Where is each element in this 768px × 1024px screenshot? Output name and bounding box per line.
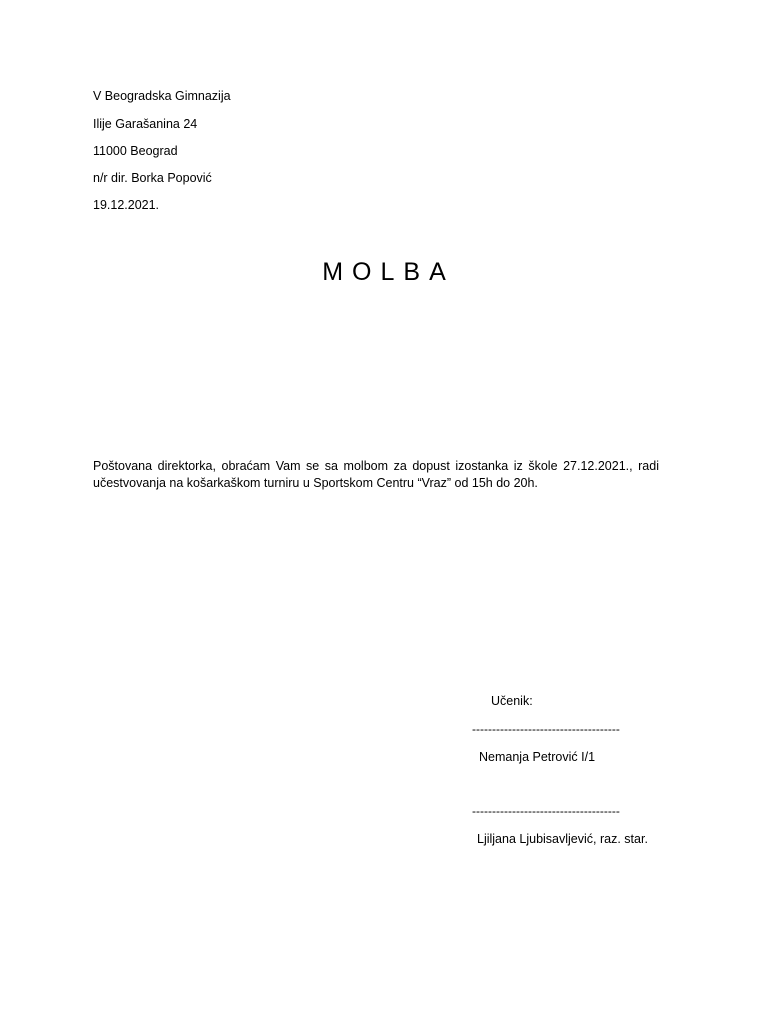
- letter-date: 19.12.2021.: [93, 198, 160, 212]
- recipient-city: 11000 Beograd: [93, 144, 178, 158]
- parent-name: Ljiljana Ljubisavljević, raz. star.: [477, 832, 648, 846]
- letter-body: Poštovana direktorka, obraćam Vam se sa molbom za dopust izostanka iz škole 27.12.2021., radi učestvovanja na košarkaškom turniru u Sportskom Centru “Vraz” od 15h do 20h.: [93, 459, 659, 490]
- student-label: Učenik:: [491, 694, 533, 708]
- recipient-attention: n/r dir. Borka Popović: [93, 171, 212, 185]
- recipient-school: V Beogradska Gimnazija: [93, 89, 231, 103]
- recipient-street: Ilije Garašanina 24: [93, 117, 198, 131]
- parent-signature-line: -------------------------------------: [472, 804, 620, 818]
- document-title: MOLBA: [322, 258, 455, 286]
- student-signature-line: -------------------------------------: [472, 722, 620, 736]
- student-name: Nemanja Petrović I/1: [479, 750, 596, 764]
